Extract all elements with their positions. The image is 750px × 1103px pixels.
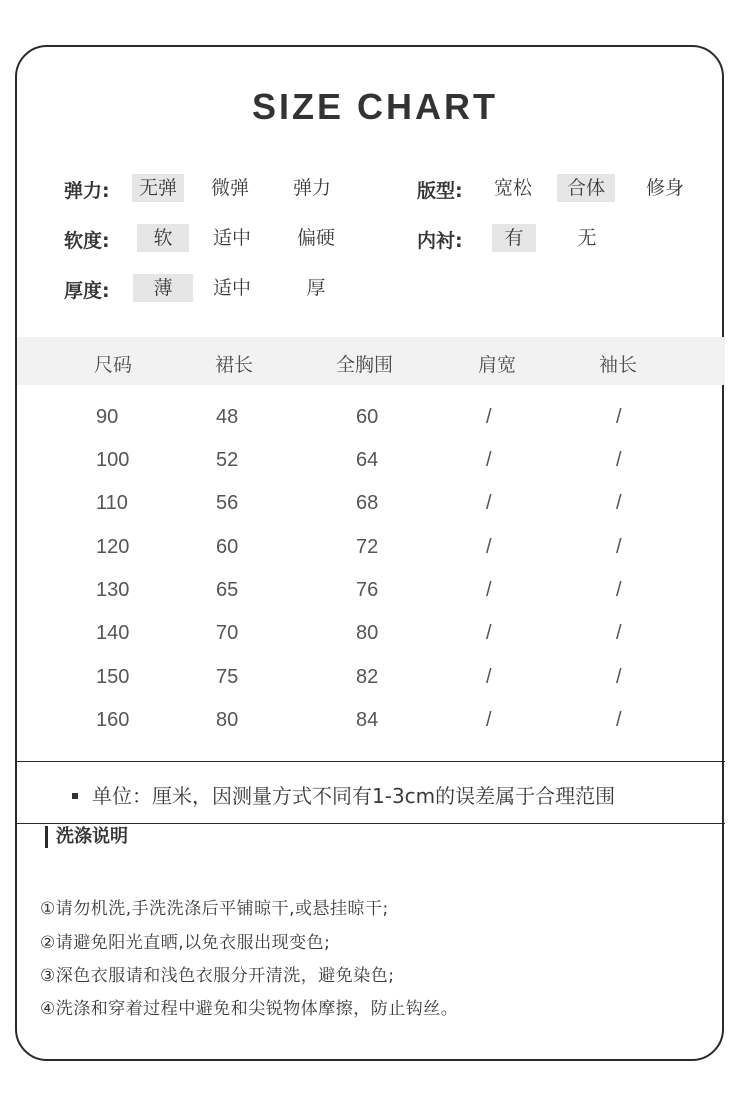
cell-sleeve: / [616, 622, 622, 644]
cell-skirt-length: 75 [216, 666, 239, 688]
table-header [17, 337, 725, 385]
cell-sleeve: / [616, 449, 622, 471]
attr-label: 版型: [417, 179, 463, 202]
cell-size: 140 [96, 622, 130, 644]
cell-shoulder: / [486, 622, 492, 644]
divider [15, 823, 725, 824]
cell-chest: 84 [356, 709, 379, 731]
option-loose: 宽松 [493, 177, 532, 199]
attr-lining [417, 224, 717, 254]
cell-skirt-length: 56 [216, 492, 239, 514]
washing-item: ②请避免阳光直晒,以免衣服出现变色; [40, 933, 331, 953]
divider [15, 761, 725, 762]
option-medium: 适中 [212, 227, 251, 249]
cell-skirt-length: 60 [216, 536, 239, 558]
option-slight-stretch: 微弹 [210, 177, 249, 199]
cell-size: 130 [96, 579, 130, 601]
washing-item: ④洗涤和穿着过程中避免和尖锐物体摩擦，防止钩丝。 [40, 999, 459, 1019]
cell-size: 160 [96, 709, 130, 731]
cell-sleeve: / [616, 492, 622, 514]
cell-chest: 80 [356, 622, 379, 644]
option-thick: 厚 [306, 277, 326, 299]
cell-size: 90 [96, 406, 119, 428]
option-stretch: 弹力 [292, 177, 331, 199]
page-title: SIZE CHART [252, 86, 498, 127]
cell-sleeve: / [616, 536, 622, 558]
header-size: 尺码 [94, 354, 133, 376]
option-soft: 软 [137, 224, 189, 252]
cell-chest: 72 [356, 536, 379, 558]
cell-skirt-length: 65 [216, 579, 239, 601]
cell-sleeve: / [616, 709, 622, 731]
measurement-note [72, 780, 615, 809]
header-chest: 全胸围 [336, 354, 394, 376]
cell-shoulder: / [486, 666, 492, 688]
cell-shoulder: / [486, 579, 492, 601]
cell-chest: 60 [356, 406, 379, 428]
cell-chest: 82 [356, 666, 379, 688]
washing-item: ①请勿机洗,手洗洗涤后平铺晾干,或悬挂晾干; [40, 899, 389, 919]
attr-softness [64, 224, 394, 254]
cell-shoulder: / [486, 406, 492, 428]
attr-label: 软度: [64, 229, 110, 252]
option-medium: 适中 [212, 277, 251, 299]
attr-fit [417, 174, 717, 204]
cell-skirt-length: 80 [216, 709, 239, 731]
cell-chest: 76 [356, 579, 379, 601]
cell-shoulder: / [486, 709, 492, 731]
header-skirt-length: 裙长 [215, 354, 254, 376]
cell-shoulder: / [486, 492, 492, 514]
cell-size: 150 [96, 666, 130, 688]
option-no-stretch: 无弹 [132, 174, 184, 202]
header-shoulder: 肩宽 [478, 354, 517, 376]
cell-sleeve: / [616, 579, 622, 601]
washing-title: 洗涤说明 [45, 826, 128, 848]
attr-thickness [64, 274, 394, 304]
cell-chest: 68 [356, 492, 379, 514]
cell-size: 110 [96, 492, 128, 514]
bullet-icon [72, 793, 78, 799]
attr-label: 厚度: [64, 279, 110, 302]
option-regular: 合体 [557, 174, 615, 202]
attr-elasticity [64, 174, 394, 204]
cell-shoulder: / [486, 536, 492, 558]
cell-skirt-length: 52 [216, 449, 239, 471]
option-thin: 薄 [133, 274, 193, 302]
cell-skirt-length: 48 [216, 406, 239, 428]
attr-label: 内衬: [417, 229, 463, 252]
option-yes: 有 [492, 224, 536, 252]
cell-size: 100 [96, 449, 130, 471]
cell-sleeve: / [616, 406, 622, 428]
cell-sleeve: / [616, 666, 622, 688]
option-hard: 偏硬 [296, 227, 335, 249]
washing-item: ③深色衣服请和浅色衣服分开清洗，避免染色; [40, 966, 395, 986]
cell-shoulder: / [486, 449, 492, 471]
cell-chest: 64 [356, 449, 379, 471]
cell-skirt-length: 70 [216, 622, 239, 644]
attr-label: 弹力: [64, 179, 110, 202]
note-text: 单位：厘米，因测量方式不同有1-3cm的误差属于合理范围 [92, 784, 616, 808]
cell-size: 120 [96, 536, 130, 558]
option-slim: 修身 [645, 177, 684, 199]
header-sleeve: 袖长 [599, 354, 638, 376]
option-no: 无 [577, 227, 597, 249]
